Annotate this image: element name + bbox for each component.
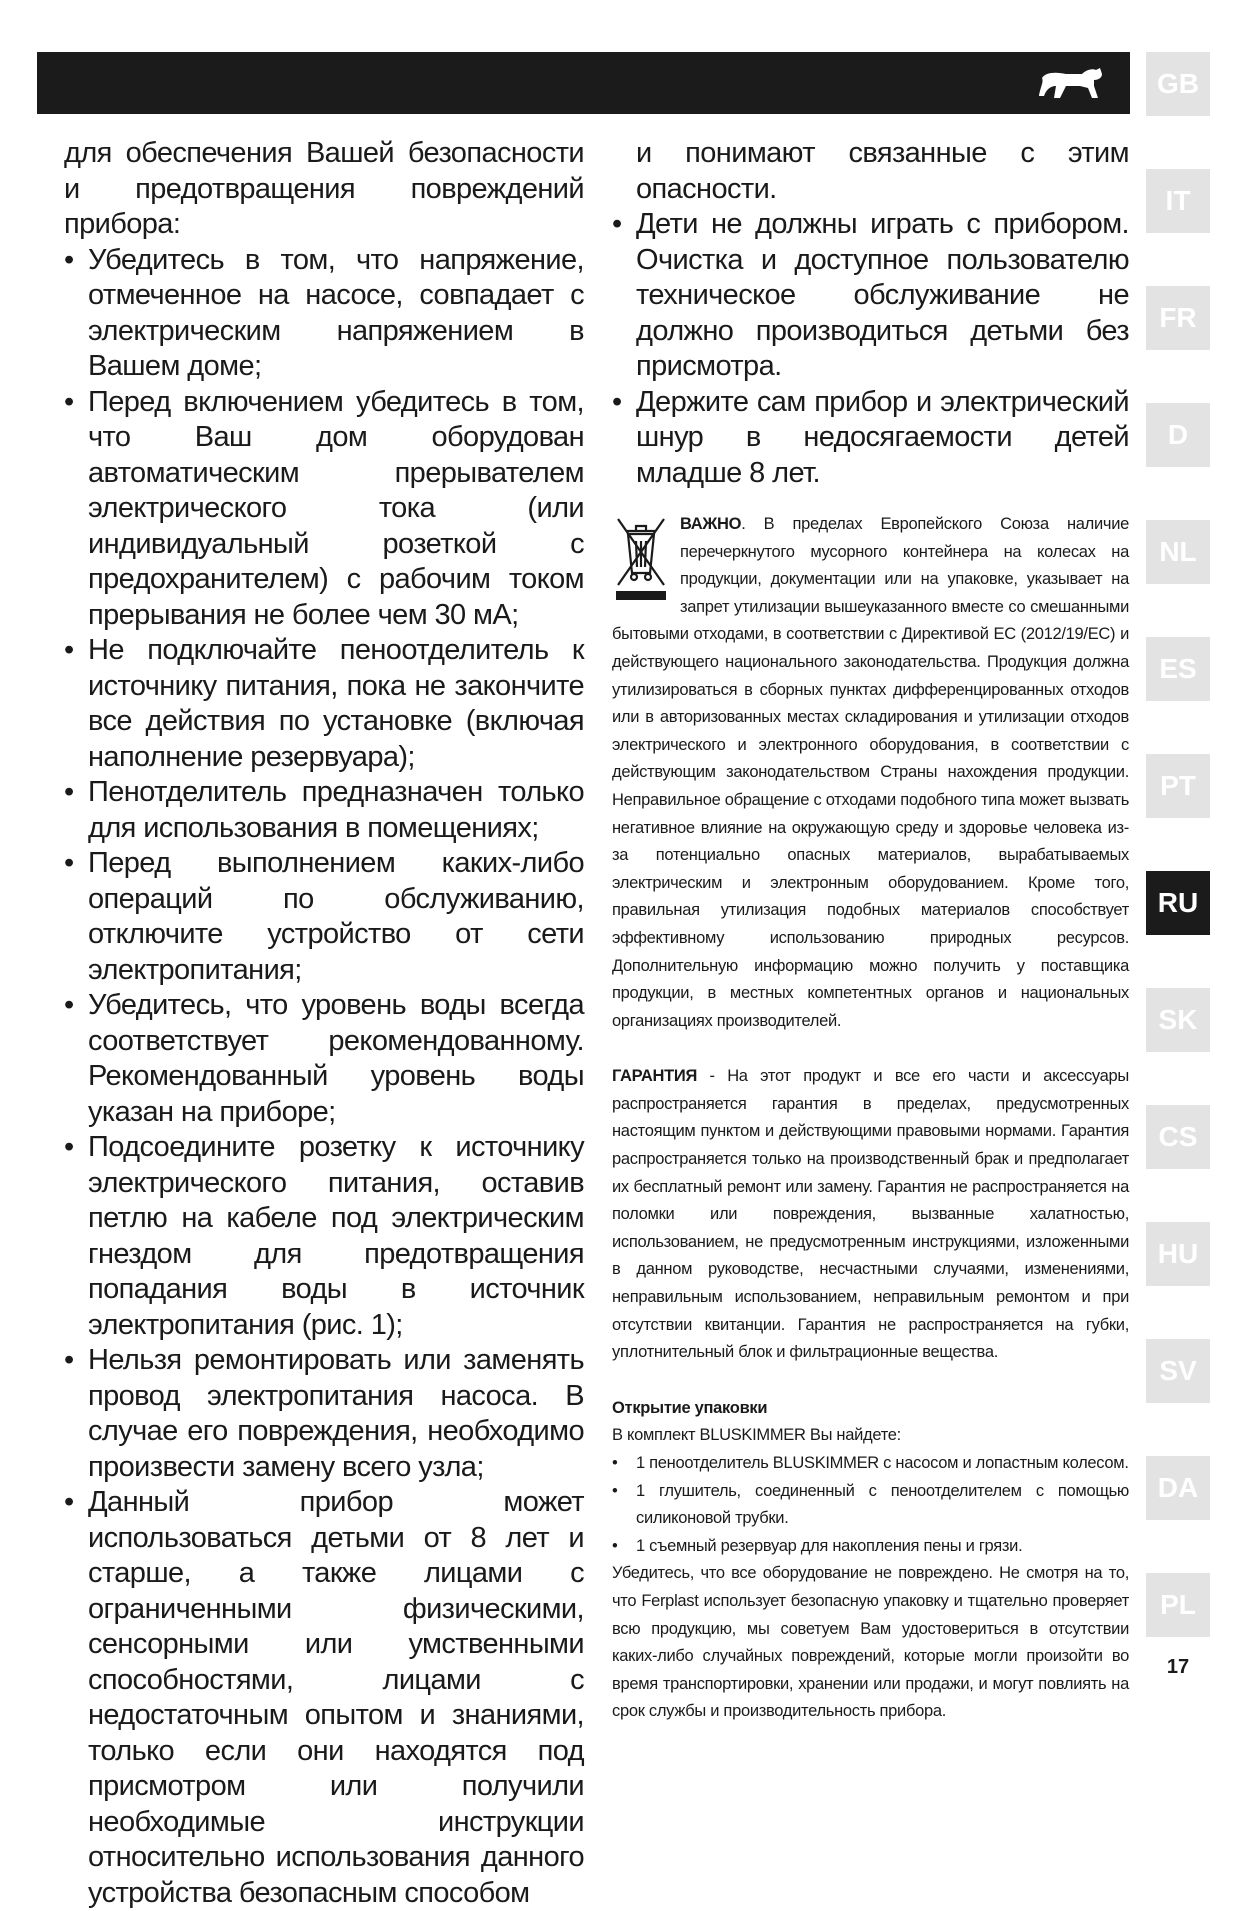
list-item: • 1 глушитель, соединенный с пеноотделителем с помощью силиконовой трубки. xyxy=(612,1478,1129,1533)
safety-list-continued xyxy=(612,207,1129,491)
list-item: • Нельзя ремонтировать или заменять провод электропитания насоса. В случае его повреждения, необходимо произвести замену всего узла; xyxy=(64,1343,584,1485)
list-item: • Подсоедините розетку к источнику электрического питания, оставив петлю на кабеле под электрическим гнездом для предотвращения попадания воды в источник электропитания (рис. 1); xyxy=(64,1130,584,1343)
weee-notice xyxy=(612,511,1129,1035)
list-item: • 1 пеноотделитель BLUSKIMMER с насосом и лопастным колесом. xyxy=(612,1450,1129,1478)
list-item: • Убедитесь в том, что напряжение, отмеченное на насосе, совпадает с электрическим напряжением в Вашем доме; xyxy=(64,243,584,385)
lang-tab-sk[interactable]: SK xyxy=(1146,988,1210,1052)
left-column xyxy=(64,136,584,1911)
lang-tab-fr[interactable]: FR xyxy=(1146,286,1210,350)
unpacking-title: Открытие упаковки xyxy=(612,1399,767,1417)
page-number: 17 xyxy=(1146,1656,1210,1679)
ferplast-dog-logo-icon xyxy=(1036,64,1104,104)
important-label: ВАЖНО xyxy=(680,515,741,533)
lang-tab-ru[interactable]: RU xyxy=(1146,871,1210,935)
lang-tab-hu[interactable]: HU xyxy=(1146,1222,1210,1286)
list-item: • Перед включением убедитесь в том, что Ваш дом оборудован автоматическим прерывателем электрического тока (или индивидуальный розеткой с предохранителем) с рабочим током прерывания не более чем 30 мА; xyxy=(64,385,584,634)
list-item: • Убедитесь, что уровень воды всегда соответствует рекомендованному. Рекомендованный уровень воды указан на приборе; xyxy=(64,988,584,1130)
lang-tab-sv[interactable]: SV xyxy=(1146,1339,1210,1403)
crossed-bin-icon xyxy=(612,515,670,605)
list-item: • Не подключайте пеноотделитель к источнику питания, пока не закончите все действия по установке (включая наполнение резервуара); xyxy=(64,633,584,775)
warranty-label: ГАРАНТИЯ xyxy=(612,1067,697,1085)
warranty-text: - На этот продукт и все его части и аксессуары распространяется гарантия в пределах, предусмотренных настоящим пунктом и действующими правовыми нормами. Гарантия распространяется только на производственный брак и предполагает их бесплатный ремонт или замену. Гарантия не распространяется на поломки или повреждения, вызванные халатностью, использованием, не предусмотренным инструкциями, изложенными в данном руководстве, несчастными случаями, изменениями, неправильным использованием, неправильным ремонтом и при отсутствии квитанции. Гарантия не распространяется на губки, уплотнительный блок и фильтрационные вещества. xyxy=(612,1067,1129,1361)
lang-tab-pt[interactable]: PT xyxy=(1146,754,1210,818)
list-item: • Данный прибор может использоваться детьми от 8 лет и старше, а также лицами с ограниченными физическими, сенсорными или умственными способностями, лицами с недостаточным опытом и знаниями, только если они находятся под присмотром или получили необходимые инструкции относительно использования данного устройства безопасным способом xyxy=(64,1485,584,1911)
right-column xyxy=(612,136,1129,1726)
list-item: • Дети не должны играть с прибором. Очистка и доступное пользователю техническое обслуживание не должно производиться детьми без присмотра. xyxy=(612,207,1129,385)
unpacking-section xyxy=(612,1395,1129,1726)
important-text: . В пределах Европейского Союза наличие перечеркнутого мусорного контейнера на колесах на продукции, документации или на упаковке, указывает на запрет утилизации вышеуказанного вместе со смешанными бытовыми отходами, в соответствии с Директивой ЕС (2012/19/ЕС) и действующего национального законодательства. Продукция должна утилизироваться в сборных пунктах дифференцированных отходов или в авторизованных местах складирования и утилизации отходов электрического и электронного оборудования, в соответствии с действующим законодательством Страны нахождения продукции. Неправильное обращение с отходами подобного типа может вызвать негативное влияние на окружающую среду и здоровье человека из-за потенциально опасных материалов, вырабатываемых электрическим и электронным оборудованием. Кроме того, правильная утилизация подобных материалов способствует эффективному использованию природных ресурсов. Дополнительную информацию можно получить у поставщика продукции, в местных компетентных органов и национальных организациях производителей. xyxy=(612,515,1129,1030)
safety-list xyxy=(64,243,584,1911)
lang-tab-pl[interactable]: PL xyxy=(1146,1573,1210,1637)
lang-tab-gb[interactable]: GB xyxy=(1146,52,1210,116)
list-item: • Держите сам прибор и электрический шнур в недосягаемости детей младше 8 лет. xyxy=(612,385,1129,492)
list-item: • Перед выполнением каких-либо операций по обслуживанию, отключите устройство от сети электропитания; xyxy=(64,846,584,988)
lang-tab-da[interactable]: DA xyxy=(1146,1456,1210,1520)
unpacking-list xyxy=(612,1450,1129,1560)
lang-tab-it[interactable]: IT xyxy=(1146,169,1210,233)
lang-tab-nl[interactable]: NL xyxy=(1146,520,1210,584)
continuation-text: и понимают связанные с этим опасности. xyxy=(612,136,1129,207)
lang-tab-es[interactable]: ES xyxy=(1146,637,1210,701)
list-item: • 1 съемный резервуар для накопления пены и грязи. xyxy=(612,1533,1129,1561)
lang-tab-d[interactable]: D xyxy=(1146,403,1210,467)
unpacking-outro: Убедитесь, что все оборудование не повреждено. Не смотря на то, что Ferplast использует безопасную упаковку и тщательно проверяет всю продукцию, мы советуем Вам удостовериться в отсутствии каких-либо случайных повреждений, которые могли произойти во время транспортировки, хранении или продажи, и могут повлиять на срок службы и производительность прибора. xyxy=(612,1560,1129,1726)
safety-continued xyxy=(612,136,1129,491)
list-item: • Пенотделитель предназначен только для использования в помещениях; xyxy=(64,775,584,846)
header-bar xyxy=(37,52,1130,114)
lang-tab-cs[interactable]: CS xyxy=(1146,1105,1210,1169)
safety-intro: для обеспечения Вашей безопасности и предотвращения повреждений прибора: xyxy=(64,136,584,243)
unpacking-intro: В комплект BLUSKIMMER Вы найдете: xyxy=(612,1422,1129,1450)
warranty-section xyxy=(612,1063,1129,1367)
